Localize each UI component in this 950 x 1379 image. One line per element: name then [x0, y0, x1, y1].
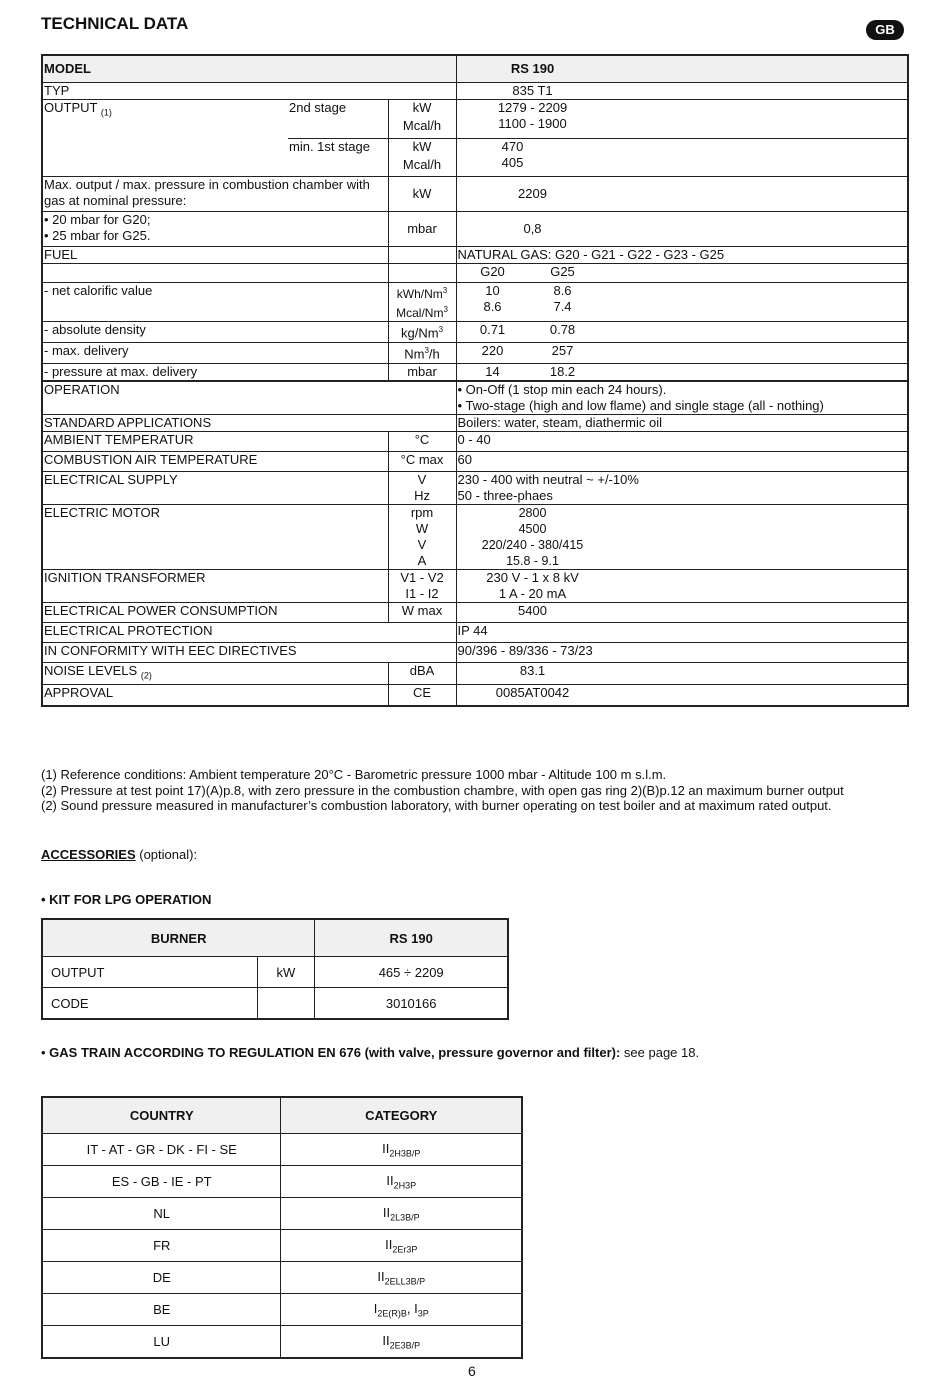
noise-value: 83.1 [456, 663, 908, 685]
table-row [42, 988, 508, 1020]
stage2-values: 1279 - 2209 1100 - 1900 [456, 100, 908, 139]
accessories-heading: ACCESSORIES (optional): [41, 847, 198, 862]
table-row [42, 415, 908, 432]
model-value: RS 190 [456, 55, 908, 83]
motor-values: 2800 4500 220/240 - 380/415 15.8 - 9.1 [456, 505, 908, 570]
technical-data-table [41, 54, 909, 707]
pdel-values: 14 18.2 [456, 364, 908, 382]
category-cell: $II_{2E3B/P}$ [281, 1326, 522, 1359]
ncv-units: kWh/Nm$^3$ Mcal/Nm$^3$ [388, 283, 456, 322]
ncv-label: - net calorific value [42, 283, 388, 322]
table-row [42, 1198, 522, 1230]
table-row [42, 1262, 522, 1294]
table-row [42, 381, 908, 415]
table-row [42, 1134, 522, 1166]
kit-output-label: OUTPUT [42, 957, 257, 988]
table-row [42, 603, 908, 623]
maxout-value: 2209 [456, 177, 908, 212]
prot-label: ELECTRICAL PROTECTION [42, 623, 456, 643]
air-unit: °C max [388, 452, 456, 472]
ign-values: 230 V - 1 x 8 kV 1 A - 20 mA [456, 570, 908, 603]
noise-label: NOISE LEVELS $_{(2)}$ [42, 663, 388, 685]
motor-units: rpm W V A [388, 505, 456, 570]
pressure-unit: mbar [388, 212, 456, 247]
typ-value: 835 T1 [456, 83, 908, 100]
power-unit: W max [388, 603, 456, 623]
category-cell: $II_{2L3B/P}$ [281, 1198, 522, 1230]
table-row [42, 1230, 522, 1262]
table-row [42, 364, 908, 382]
maxout-label: Max. output / max. pressure in combustion chamber with gas at nominal pressure: [42, 177, 388, 212]
kit-col-burner: BURNER [42, 919, 315, 957]
motor-label: ELECTRIC MOTOR [42, 505, 388, 570]
maxout-unit: kW [388, 177, 456, 212]
bullet-icon: • [41, 1045, 50, 1060]
table-row [42, 247, 908, 264]
ncv-values: 10 8.6 8.6 7.4 [456, 283, 908, 322]
table-row [42, 83, 908, 100]
gas-columns: G20 G25 [456, 264, 908, 283]
table-row [42, 55, 908, 83]
kit-output-value: 465 ÷ 2209 [315, 957, 508, 988]
table-row [42, 570, 908, 603]
table-row [42, 343, 908, 364]
table-row [42, 264, 908, 283]
operation-label: OPERATION [42, 381, 456, 415]
table-row [42, 684, 908, 706]
category-cell: $I_{2E(R)B}$, $I_{3P}$ [281, 1294, 522, 1326]
country-cell: IT - AT - GR - DK - FI - SE [42, 1134, 281, 1166]
footnote-2: (2) Pressure at test point 17)(A)p.8, with zero pressure in the combustion chambre, with open gas ring 2)(B)p.12 an maximum burner output [41, 782, 844, 798]
density-values: 0.71 0.78 [456, 322, 908, 343]
ign-units: V1 - V2 I1 - I2 [388, 570, 456, 603]
category-cell: $II_{2H3P}$ [281, 1166, 522, 1198]
footnote-1: (1) Reference conditions: Ambient temperature 20°C - Barometric pressure 1000 mbar - Altitude 100 m s.l.m. [41, 767, 667, 782]
language-badge: GB [866, 20, 904, 40]
country-cell: DE [42, 1262, 281, 1294]
delivery-values: 220 257 [456, 343, 908, 364]
power-value: 5400 [456, 603, 908, 623]
table-row [42, 100, 908, 139]
table-row [42, 623, 908, 643]
table-row [42, 1326, 522, 1359]
table-row [42, 1166, 522, 1198]
kit-code-value: 3010166 [315, 988, 508, 1020]
table-row [42, 957, 508, 988]
kit-col-model: RS 190 [315, 919, 508, 957]
page-number: 6 [468, 1363, 476, 1379]
col-category: CATEGORY [281, 1097, 522, 1134]
page-title: TECHNICAL DATA [41, 14, 189, 33]
amb-unit: °C [388, 432, 456, 452]
table-row [42, 472, 908, 505]
footnote-3: (2) Sound pressure measured in manufacturer’s combustion laboratory, with burner operating on test boiler and at maximum rated output. [41, 798, 832, 813]
kit-code-label: CODE [42, 988, 257, 1020]
footnotes [41, 767, 844, 814]
table-row [42, 643, 908, 663]
table-row [42, 283, 908, 322]
approval-value: 0085AT0042 [456, 684, 908, 706]
density-unit: kg/Nm$^3$ [388, 322, 456, 343]
country-cell: NL [42, 1198, 281, 1230]
supply-values: 230 - 400 with neutral ~ +/-10% 50 - three-phaes [456, 472, 908, 505]
power-label: ELECTRICAL POWER CONSUMPTION [42, 603, 388, 623]
gas-train-note: • GAS TRAIN ACCORDING TO REGULATION EN 676 (with valve, pressure governor and filter): see page 18. [41, 1045, 700, 1060]
lpg-kit-table [41, 918, 509, 1020]
category-table [41, 1096, 523, 1359]
fuel-label: FUEL [42, 247, 388, 264]
country-cell: BE [42, 1294, 281, 1326]
kit-heading: • KIT FOR LPG OPERATION [41, 892, 212, 907]
std-label: STANDARD APPLICATIONS [42, 415, 456, 432]
pdel-unit: mbar [388, 364, 456, 382]
table-row [42, 138, 908, 177]
table-row [42, 432, 908, 452]
table-row [42, 919, 508, 957]
stage2-label: 2nd stage [288, 100, 388, 139]
supply-label: ELECTRICAL SUPPLY [42, 472, 388, 505]
eec-label: IN CONFORMITY WITH EEC DIRECTIVES [42, 643, 456, 663]
typ-label: TYP [42, 83, 456, 100]
table-row [42, 663, 908, 685]
stage1-values: 470 405 [456, 138, 908, 177]
ign-label: IGNITION TRANSFORMER [42, 570, 388, 603]
category-cell: $II_{2H3B/P}$ [281, 1134, 522, 1166]
pressure-value: 0,8 [456, 212, 908, 247]
country-cell: LU [42, 1326, 281, 1359]
table-row [42, 212, 908, 247]
stage2-units: kW Mcal/h [388, 100, 456, 139]
supply-units: V Hz [388, 472, 456, 505]
model-label: MODEL [42, 55, 456, 83]
table-row [42, 322, 908, 343]
bullet-icon: • [41, 892, 50, 907]
fuel-value: NATURAL GAS: G20 - G21 - G22 - G23 - G25 [456, 247, 908, 264]
density-label: - absolute density [42, 322, 388, 343]
approval-label: APPROVAL [42, 684, 388, 706]
gas-pressure-lines: • 20 mbar for G20; • 25 mbar for G25. [42, 212, 388, 247]
operation-value: • On-Off (1 stop min each 24 hours). • Two-stage (high and low flame) and single stage (all - nothing) [456, 381, 908, 415]
amb-value: 0 - 40 [456, 432, 908, 452]
country-cell: ES - GB - IE - PT [42, 1166, 281, 1198]
stage1-units: kW Mcal/h [388, 138, 456, 177]
delivery-label: - max. delivery [42, 343, 388, 364]
eec-value: 90/396 - 89/336 - 73/23 [456, 643, 908, 663]
table-row [42, 1097, 522, 1134]
table-row [42, 452, 908, 472]
country-cell: FR [42, 1230, 281, 1262]
kit-output-unit: kW [257, 957, 315, 988]
col-country: COUNTRY [42, 1097, 281, 1134]
air-label: COMBUSTION AIR TEMPERATURE [42, 452, 388, 472]
category-cell: $II_{2Er3P}$ [281, 1230, 522, 1262]
delivery-unit: Nm$^3$/h [388, 343, 456, 364]
table-row [42, 177, 908, 212]
table-row [42, 1294, 522, 1326]
amb-label: AMBIENT TEMPERATUR [42, 432, 388, 452]
table-row [42, 505, 908, 570]
noise-unit: dBA [388, 663, 456, 685]
output-label: OUTPUT $_{(1)}$ [42, 100, 288, 139]
stage1-label: min. 1st stage [288, 138, 388, 177]
pdel-label: - pressure at max. delivery [42, 364, 388, 382]
category-cell: $II_{2ELL3B/P}$ [281, 1262, 522, 1294]
air-value: 60 [456, 452, 908, 472]
std-value: Boilers: water, steam, diathermic oil [456, 415, 908, 432]
approval-unit: CE [388, 684, 456, 706]
prot-value: IP 44 [456, 623, 908, 643]
